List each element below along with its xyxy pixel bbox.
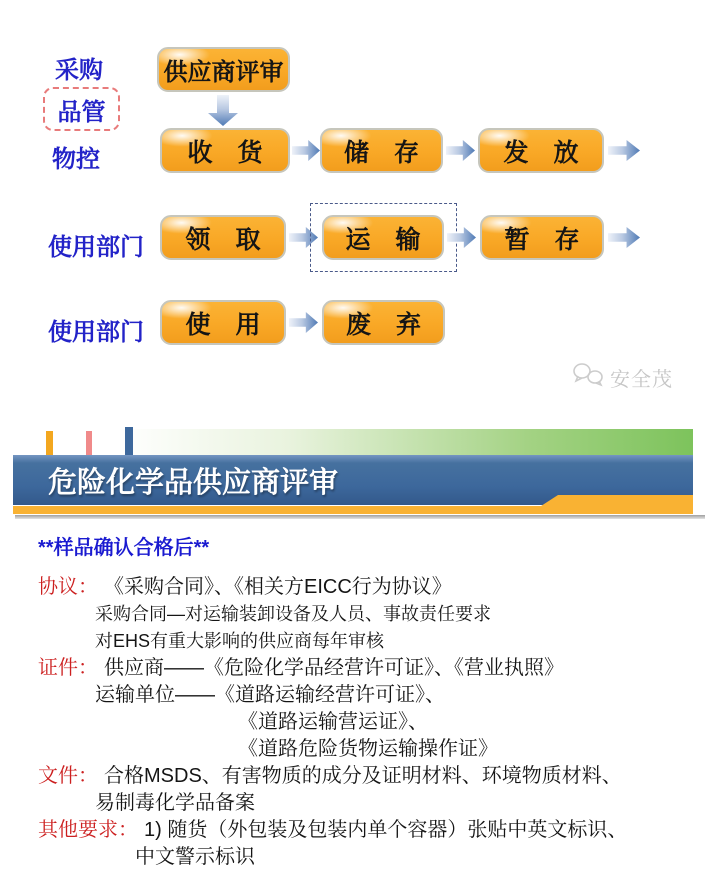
label-procurement: 采购 [55,57,103,84]
arrow-right-icon [446,140,475,161]
slide-title: 危险化学品供应商评审 [48,466,339,499]
certificates-label: 证件： [38,657,98,679]
certificates-text: 供应商——《危险化学品经营许可证》、《营业执照》 [104,657,564,679]
flow-box-temp-store: 暂 存 [480,215,604,260]
documents-line [38,763,700,790]
flow-box-discard: 废 弃 [322,300,445,345]
orange-accent-band [13,495,693,515]
agreement-text: 《采购合同》、《相关方EICC行为协议》 [104,576,452,598]
label-user-dept-row2: 使用部门 [48,234,144,261]
arrow-right-icon [608,227,640,248]
flow-box-dispense: 发 放 [478,128,604,173]
watermark [572,362,673,393]
documents-text: 合格MSDS、有害物质的成分及证明材料、环境物质材料、 [104,765,622,787]
arrow-down-icon [208,95,238,126]
orange-tick-bar [46,431,53,455]
other-requirements-label: 其他要求： [38,819,138,841]
agreement-subline-1: 采购合同—对运输装卸设备及人员、事故责任要求 [95,604,491,624]
flow-box-use: 使 用 [160,300,286,345]
flow-box-receive: 收 货 [160,128,290,173]
banner-shadow [15,515,705,519]
blue-tick-bar [125,427,133,457]
flow-box-store: 储 存 [320,128,443,173]
other-requirements-line [38,817,700,844]
certificates-line-2: 运输单位——《道路运输经营许可证》、 [95,684,445,706]
documents-line-2: 易制毒化学品备案 [95,792,255,814]
green-gradient-strip [40,429,693,455]
flow-box-collect: 领 取 [160,215,286,260]
flow-box-transport: 运 输 [322,215,444,260]
agreement-label: 协议： [38,576,98,598]
arrow-right-icon [292,140,320,161]
label-quality: 品管 [57,98,106,126]
other-requirements-line-2-clipped: 中文警示标识 [135,846,255,868]
agreement-line [38,574,700,601]
label-quality-dashed-box [43,87,120,131]
content-section [38,531,700,871]
certificates-line-4: 《道路危险货物运输操作证》 [238,738,498,760]
documents-label: 文件： [38,765,98,787]
certificates-line-3: 《道路运输营运证》、 [238,711,428,733]
arrow-right-icon [608,140,640,161]
sample-confirm-heading: **样品确认合格后** [38,537,210,559]
certificates-line [38,655,700,682]
chat-bubbles-icon [572,362,606,393]
watermark-text: 安全茂 [610,369,673,391]
label-material-control: 物控 [52,146,100,173]
pink-tick-bar [86,431,92,455]
flow-box-supplier-review: 供应商评审 [157,47,290,92]
label-user-dept-row3: 使用部门 [48,319,144,346]
arrow-right-icon [289,312,318,333]
other-requirements-text: 1) 随货（外包装及包装内单个容器）张贴中英文标识、 [144,819,628,841]
agreement-subline-2: 对EHS有重大影响的供应商每年审核 [95,631,385,651]
